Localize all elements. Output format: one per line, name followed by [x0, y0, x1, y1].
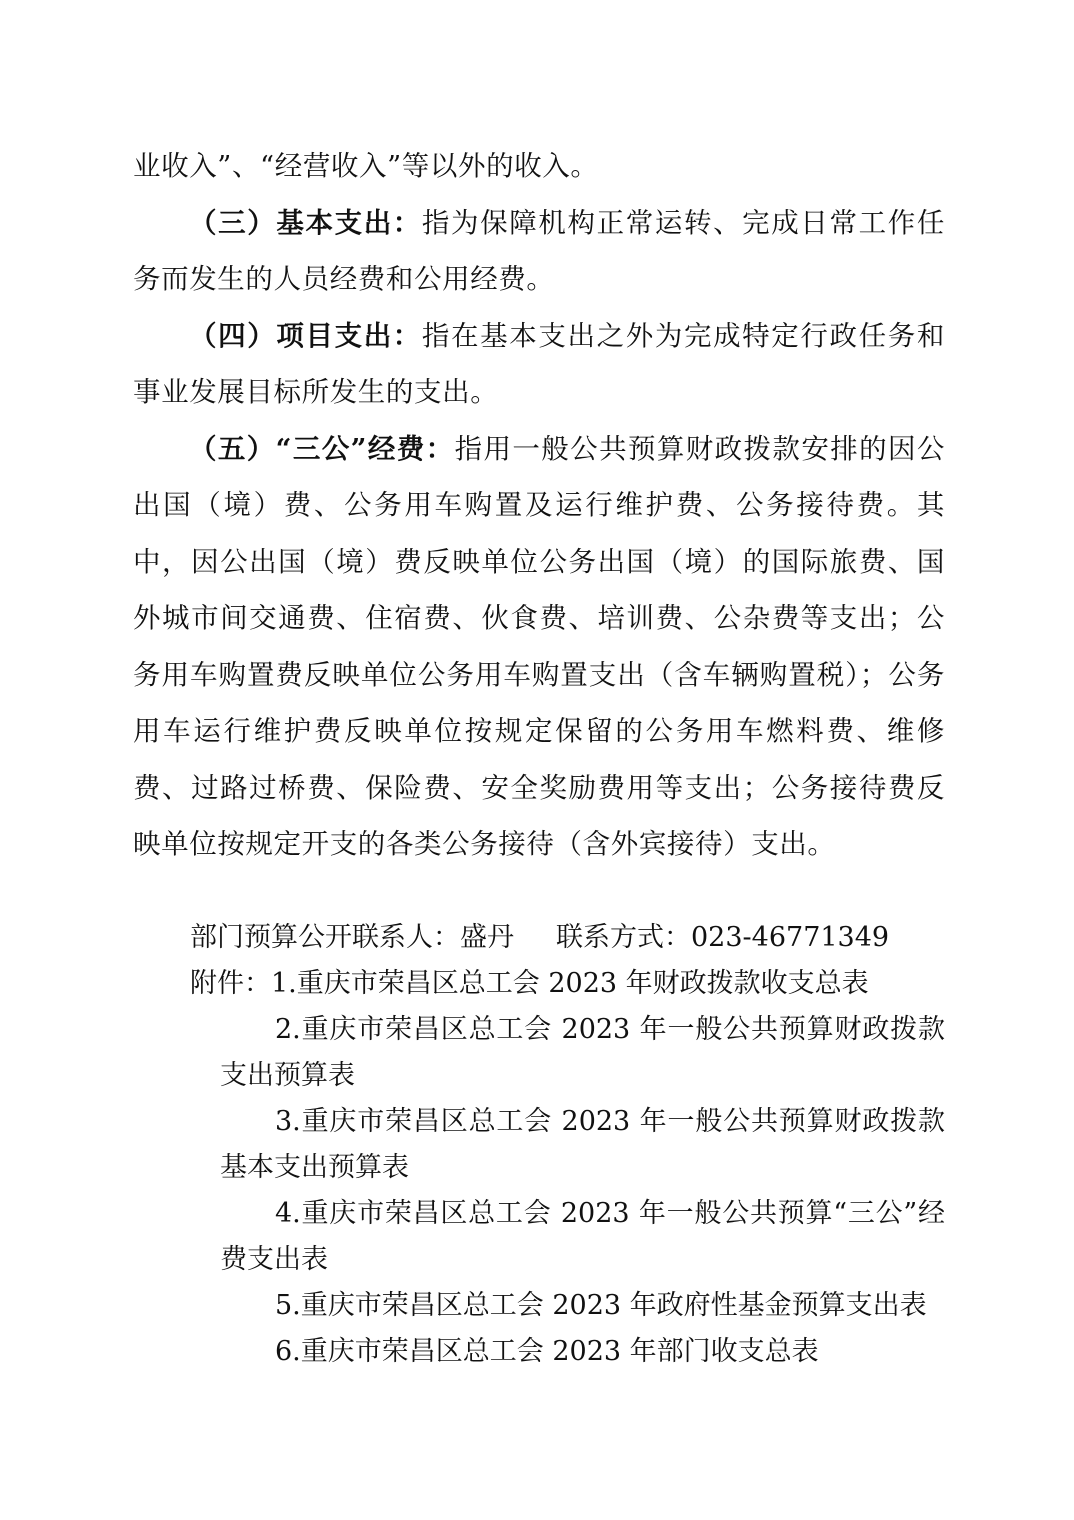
- attachment-item: [190, 1099, 945, 1191]
- paragraph-text: 指在基本支出之外为完成特定行政任务和事业发展目标所发生的支出。: [133, 319, 945, 408]
- definitions-section: [133, 138, 945, 873]
- attachment-item: [190, 1329, 945, 1375]
- attachments-list: [190, 961, 945, 1375]
- attachment-title: 3.重庆市荣昌区总工会 2023 年一般公共预算财政拨款基本支出预算表: [220, 1106, 945, 1183]
- contact-person-label: 部门预算公开联系人：: [190, 922, 460, 953]
- attachment-title: 4.重庆市荣昌区总工会 2023 年一般公共预算“三公”经费支出表: [220, 1198, 945, 1275]
- paragraph-text: 业收入”、“经营收入”等以外的收入。: [133, 150, 599, 182]
- term-heading: （五）“三公”经费：: [189, 432, 455, 465]
- paragraph-continuation: [133, 138, 945, 195]
- contact-person-name: 盛丹: [460, 922, 514, 953]
- attachment-title: 2.重庆市荣昌区总工会 2023 年一般公共预算财政拨款支出预算表: [220, 1014, 945, 1091]
- contact-phone: 023-46771349: [691, 922, 890, 953]
- paragraph-basic-expenditure: [133, 195, 945, 308]
- paragraph-text: 指为保障机构正常运转、完成日常工作任务而发生的人员经费和公用经费。: [133, 206, 945, 295]
- contact-line: [190, 915, 889, 961]
- term-heading: （四）项目支出：: [189, 319, 422, 352]
- attachment-title: 6.重庆市荣昌区总工会 2023 年部门收支总表: [275, 1336, 819, 1367]
- attachment-item: [190, 1283, 945, 1329]
- paragraph-project-expenditure: [133, 308, 945, 421]
- attachment-item: [190, 1191, 945, 1283]
- attachments-label: 附件：: [190, 968, 271, 999]
- attachment-item: [190, 961, 945, 1007]
- attachment-title: 1.重庆市荣昌区总工会 2023 年财政拨款收支总表: [271, 968, 869, 999]
- contact-phone-label: 联系方式：: [556, 922, 691, 953]
- paragraph-three-public-expenses: [133, 421, 945, 873]
- term-heading: （三）基本支出：: [189, 206, 422, 239]
- attachment-title: 5.重庆市荣昌区总工会 2023 年政府性基金预算支出表: [275, 1290, 927, 1321]
- attachment-item: [190, 1007, 945, 1099]
- paragraph-text: 指用一般公共预算财政拨款安排的因公出国（境）费、公务用车购置及运行维护费、公务接待费。其中，因公出国（境）费反映单位公务出国（境）的国际旅费、国外城市间交通费、住宿费、伙食费、培训费、公杂费等支出；公务用车购置费反映单位公务用车购置支出（含车辆购置税）；公务用车运行维护费反映单位按规定保留的公务用车燃料费、维修费、过路过桥费、保险费、安全奖励费用等支出；公务接待费反映单位按规定开支的各类公务接待（含外宾接待）支出。: [133, 432, 946, 860]
